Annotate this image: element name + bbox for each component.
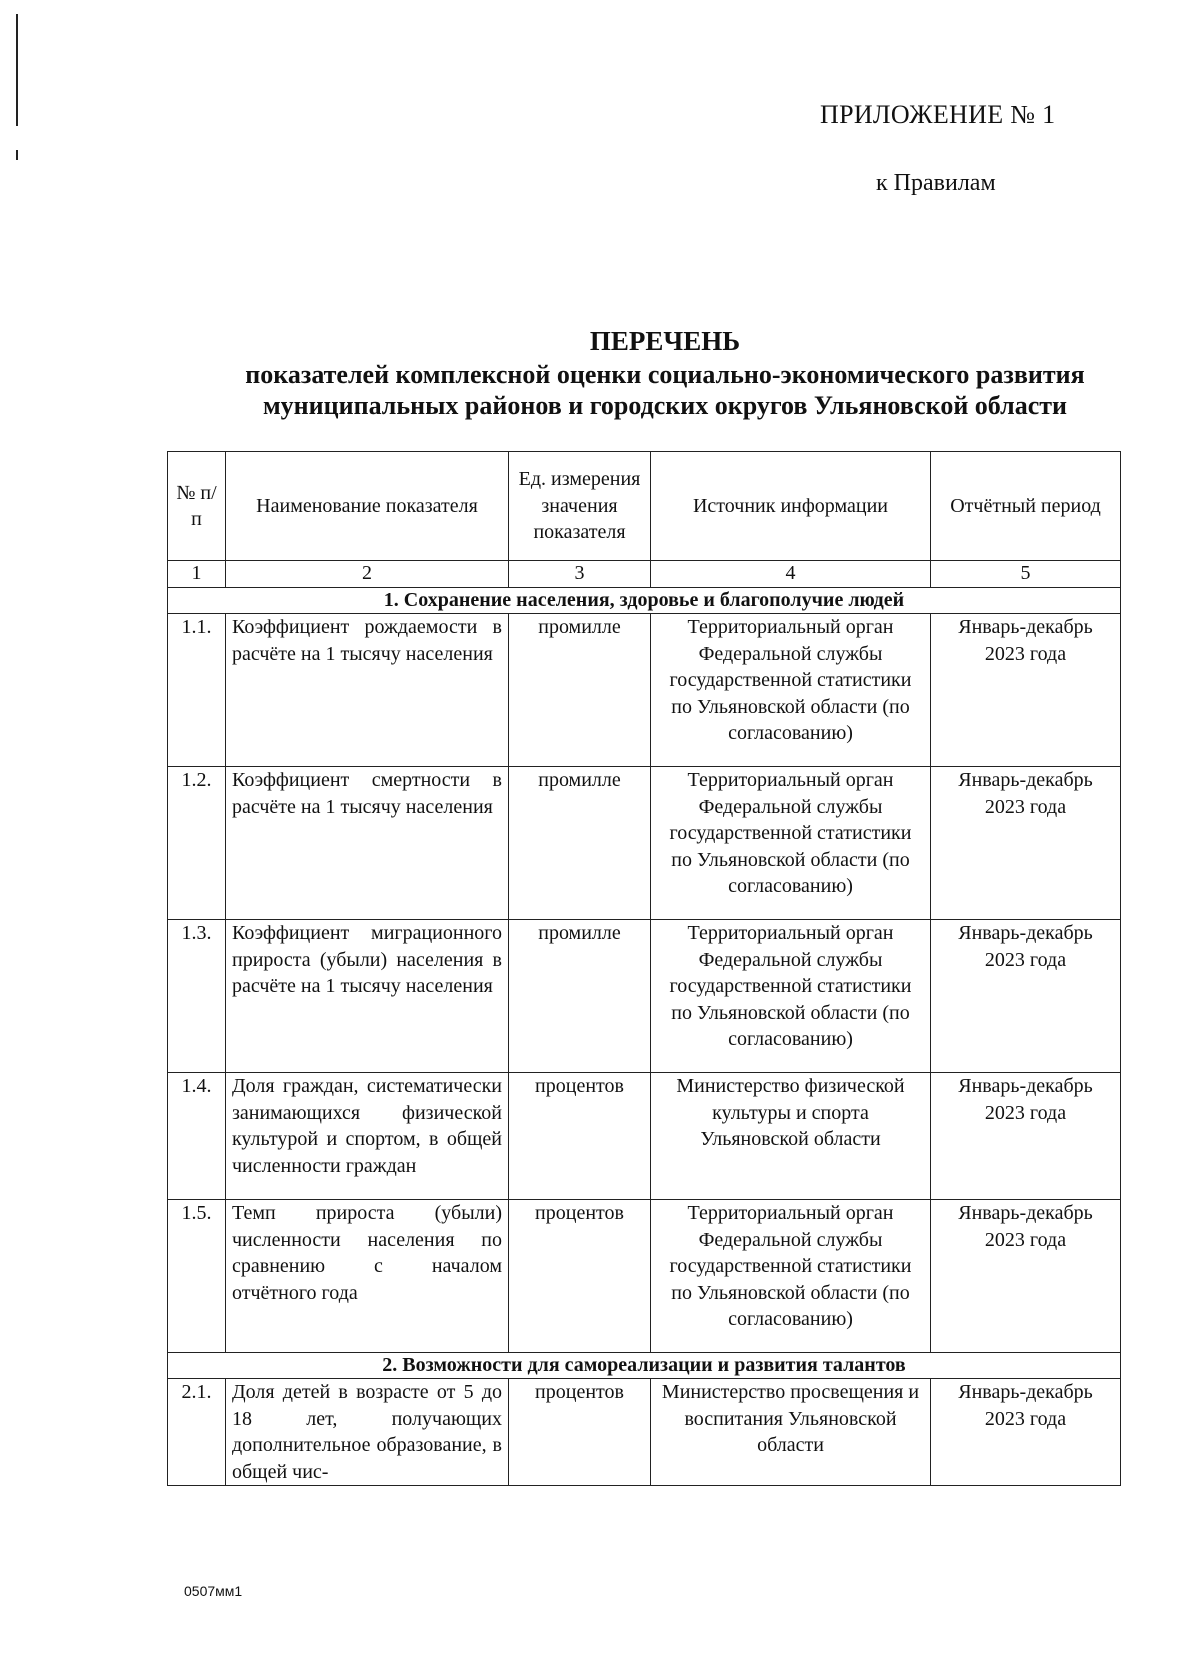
table-header-row [168,452,1121,561]
row-number: 1.2. [168,767,226,920]
row-number: 1.5. [168,1200,226,1353]
title-line-1: ПЕРЕЧЕНЬ [589,326,741,356]
indicator-unit: процентов [509,1200,651,1353]
table-row [168,920,1121,1073]
to-rules-label: к Правилам [876,170,996,196]
table-row [168,1073,1121,1200]
indicator-name: Доля детей в возрасте от 5 до 18 лет, получающих дополнительное образование, в общей чис- [226,1379,509,1486]
table-row [168,767,1121,920]
indicator-unit: процентов [509,1379,651,1486]
section-row [168,588,1121,614]
section-title: 2. Возможности для самореализации и развития талантов [168,1353,1121,1379]
indicator-name: Коэффициент миграционного прироста (убыли) населения в расчёте на 1 тысячу населения [226,920,509,1073]
indicator-name: Доля граждан, систематически занимающихся физической культурой и спортом, в общей численности граждан [226,1073,509,1200]
column-number: 1 [168,561,226,588]
table-row [168,1200,1121,1353]
indicator-period: Январь-декабрь 2023 года [931,767,1121,920]
row-number: 1.1. [168,614,226,767]
indicator-source: Министерство просвещения и воспитания Ульяновской области [651,1379,931,1486]
indicator-unit: промилле [509,767,651,920]
column-number: 2 [226,561,509,588]
title-line-3: муниципальных районов и городских округов Ульяновской области [262,391,1068,420]
column-header: Ед. измерения значения показателя [509,452,651,561]
column-header: Наименование показателя [226,452,509,561]
indicator-unit: процентов [509,1073,651,1200]
indicators-table [167,451,1121,1486]
indicator-source: Территориальный орган Федеральной службы государственной статистики по Ульяновской области (по согласованию) [651,920,931,1073]
indicator-unit: промилле [509,614,651,767]
indicator-source: Территориальный орган Федеральной службы государственной статистики по Ульяновской области (по согласованию) [651,1200,931,1353]
appendix-label: ПРИЛОЖЕНИЕ № 1 [820,100,1056,129]
document-code: 0507мм1 [184,1583,243,1599]
scan-margin-line [16,14,18,126]
column-header: Источник информации [651,452,931,561]
indicator-source: Территориальный орган Федеральной службы государственной статистики по Ульяновской области (по согласованию) [651,767,931,920]
indicator-source: Министерство физической культуры и спорта Ульяновской области [651,1073,931,1200]
column-header: № п/п [168,452,226,561]
column-number-row [168,561,1121,588]
table-row [168,1379,1121,1486]
row-number: 2.1. [168,1379,226,1486]
indicator-name: Коэффициент рождаемости в расчёте на 1 тысячу населения [226,614,509,767]
column-number: 4 [651,561,931,588]
scan-margin-tick [16,150,18,160]
column-number: 3 [509,561,651,588]
indicator-unit: промилле [509,920,651,1073]
section-title: 1. Сохранение населения, здоровье и благополучие людей [168,588,1121,614]
row-number: 1.3. [168,920,226,1073]
section-row [168,1353,1121,1379]
indicator-period: Январь-декабрь 2023 года [931,1379,1121,1486]
row-number: 1.4. [168,1073,226,1200]
column-number: 5 [931,561,1121,588]
table-row [168,614,1121,767]
indicator-name: Темп прироста (убыли) численности населения по сравнению с началом отчётного года [226,1200,509,1353]
indicator-period: Январь-декабрь 2023 года [931,614,1121,767]
column-header: Отчётный период [931,452,1121,561]
indicator-period: Январь-декабрь 2023 года [931,920,1121,1073]
indicator-period: Январь-декабрь 2023 года [931,1200,1121,1353]
indicator-source: Территориальный орган Федеральной службы государственной статистики по Ульяновской области (по согласованию) [651,614,931,767]
document-title [0,326,1200,421]
title-line-2: показателей комплексной оценки социально-экономического развития [245,360,1085,389]
indicator-period: Январь-декабрь 2023 года [931,1073,1121,1200]
indicator-name: Коэффициент смертности в расчёте на 1 тысячу населения [226,767,509,920]
